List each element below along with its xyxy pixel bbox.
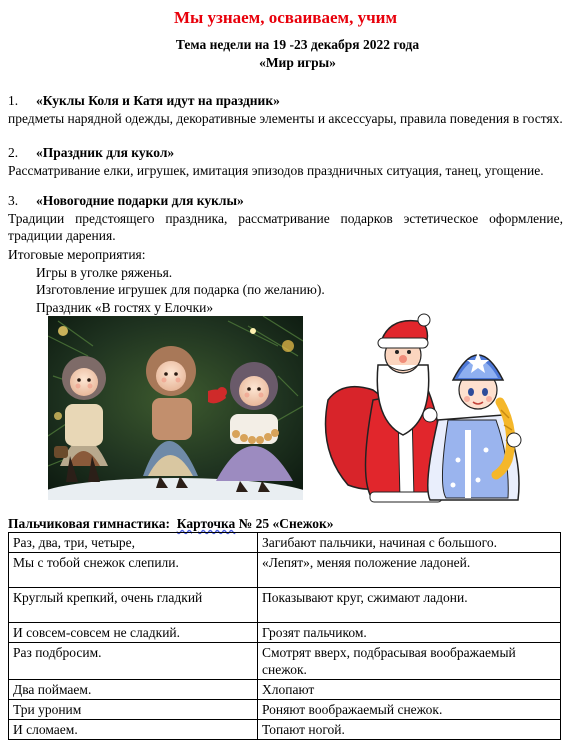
section-text: Рассматривание елки, игрушек, имитация эпизодов праздничных ситуация, танец, угощение. — [8, 162, 544, 178]
section-heading: «Куклы Коля и Катя идут на праздник» — [36, 93, 280, 108]
gymnastics-table — [8, 532, 561, 740]
section-3 — [8, 192, 563, 245]
section-text: Традиции предстоящего праздника, рассматривание подарков эстетическое оформление, традиции дарения. — [8, 210, 563, 243]
table-cell: Показывают круг, сжимают ладони. — [258, 588, 561, 623]
table-cell: Топают ногой. — [258, 720, 561, 740]
table-cell: «Лепят», меняя положение ладоней. — [258, 553, 561, 588]
section-number: 2. — [8, 145, 19, 160]
list-item: Игры в уголке ряженья. — [36, 264, 173, 280]
page-title: Мы узнаем, осваиваем, учим — [173, 8, 398, 27]
table-row — [9, 643, 561, 680]
events-label: Итоговые мероприятия: — [8, 247, 146, 262]
table-row — [9, 588, 561, 623]
gymnastics-title: Пальчиковая гимнастика: Карточка № 25 «Снежок» — [8, 516, 334, 531]
table-cell: Загибают пальчики, начиная с большого. — [258, 533, 561, 553]
section-number: 3. — [8, 193, 19, 208]
section-2 — [8, 144, 563, 179]
table-cell: Мы с тобой снежок слепили. — [9, 553, 258, 588]
table-row — [9, 700, 561, 720]
section-heading: «Праздник для кукол» — [36, 145, 175, 160]
table-cell: Раз, два, три, четыре, — [9, 533, 258, 553]
table-row — [9, 680, 561, 700]
table-cell: Круглый крепкий, очень гладкий — [9, 588, 258, 623]
section-1 — [8, 92, 563, 127]
dolls-photo — [48, 316, 303, 500]
list-item: Праздник «В гостях у Елочки» — [36, 299, 214, 315]
table-cell: Хлопают — [258, 680, 561, 700]
table-cell: Роняют воображаемый снежок. — [258, 700, 561, 720]
santa-snowmaiden-illustration — [318, 310, 558, 512]
table-cell: Смотрят вверх, подбрасывая воображаемый снежок. — [258, 643, 561, 680]
section-heading: «Новогодние подарки для куклы» — [36, 193, 244, 208]
section-text: предметы нарядной одежды, декоративные элементы и аксессуары, правила поведения в гостях. — [8, 110, 563, 126]
table-cell: Три уроним — [9, 700, 258, 720]
table-row — [9, 623, 561, 643]
week-theme: Тема недели на 19 -23 декабря 2022 года — [175, 37, 420, 52]
table-cell: И совсем-совсем не сладкий. — [9, 623, 258, 643]
list-item: Изготовление игрушек для подарка (по желанию). — [36, 282, 325, 297]
table-cell: Раз подбросим. — [9, 643, 258, 680]
table-row — [9, 553, 561, 588]
table-row — [9, 720, 561, 740]
events-block — [8, 246, 563, 316]
week-name: «Мир игры» — [259, 55, 336, 70]
section-number: 1. — [8, 93, 19, 108]
table-cell: И сломаем. — [9, 720, 258, 740]
table-cell: Два поймаем. — [9, 680, 258, 700]
table-cell: Грозят пальчиком. — [258, 623, 561, 643]
table-row — [9, 533, 561, 553]
